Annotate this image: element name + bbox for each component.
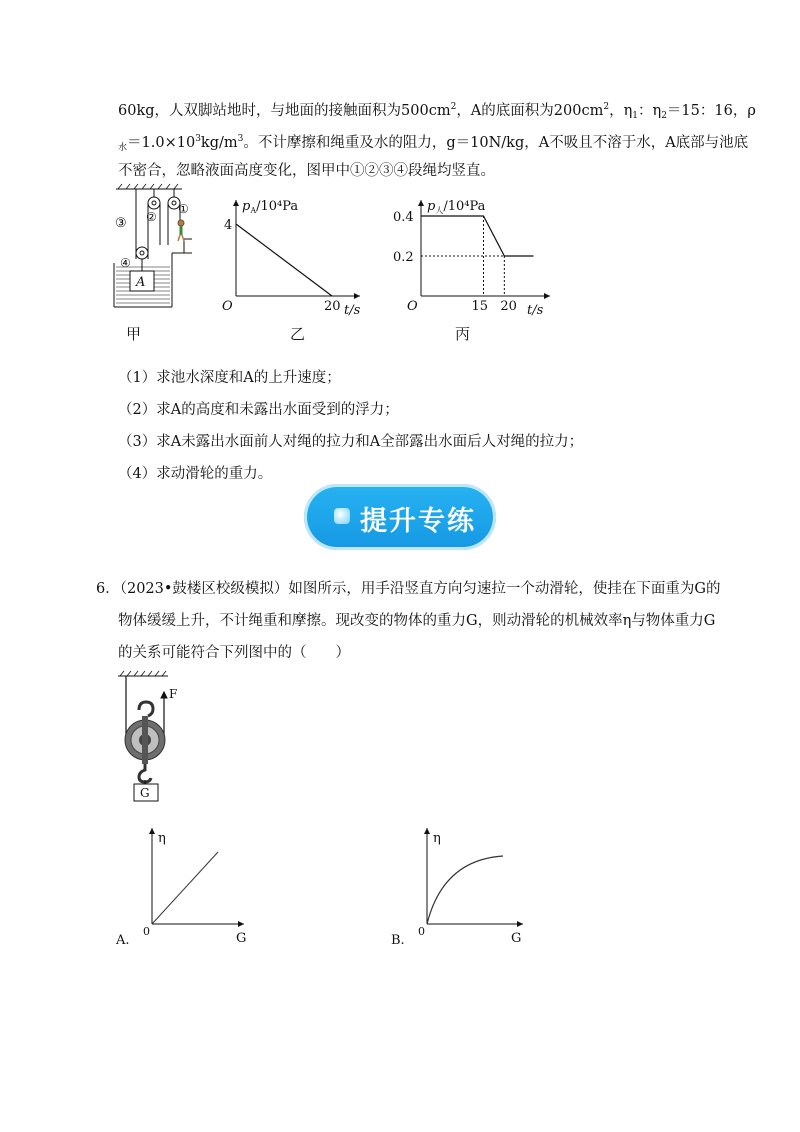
- problem6-line3: 的关系可能符合下列图中的（ ）: [118, 645, 350, 661]
- x-axis-label: G: [511, 931, 522, 946]
- text-seg: ，η: [609, 103, 633, 119]
- x-tick-label: 15: [471, 299, 489, 314]
- label-rope-2: ②: [146, 210, 157, 224]
- x-axis-label: G: [236, 931, 247, 946]
- superscript: 3: [195, 134, 201, 144]
- weight-label: G: [140, 786, 150, 800]
- label-rope-4: ④: [120, 256, 131, 270]
- text-seg: ＝15：16，ρ: [666, 103, 756, 119]
- improvement-practice-banner: [304, 484, 496, 550]
- label-rope-3: ③: [115, 216, 127, 231]
- x-tick-label: 20: [324, 299, 341, 314]
- subscript: 水: [118, 143, 128, 153]
- superscript: 2: [603, 102, 610, 112]
- text-seg: kg/m: [200, 135, 238, 151]
- problem6-line1: 6．（2023•鼓楼区校级模拟）如图所示，用手沿竖直方向匀速拉一个动滑轮，使挂在下面重为G的: [96, 581, 721, 597]
- text-seg: 。不计摩擦和绳重及水的阻力，g＝10N/kg，A不吸且不溶于水，A底部与池底: [243, 135, 749, 151]
- subscript: 1: [632, 111, 638, 121]
- origin-label: 0: [143, 925, 150, 938]
- problem5-line2: [118, 129, 748, 158]
- text-seg: ＝1.0×10: [127, 135, 196, 151]
- subscript: 2: [661, 111, 667, 121]
- y-axis-label: η: [433, 831, 441, 846]
- y-tick-label: 4: [224, 218, 233, 233]
- superscript: 2: [450, 102, 457, 112]
- efficiency-line: [152, 852, 218, 924]
- person-pressure-series-line: [421, 216, 534, 256]
- option-b-chart: [385, 820, 530, 950]
- y-tick-label: 0.2: [393, 250, 414, 265]
- question-4: （4）求动滑轮的重力。: [118, 466, 273, 482]
- x-axis-label: t/s: [527, 303, 544, 318]
- option-b-label: B.: [391, 933, 405, 948]
- figure-label-bing: 丙: [455, 325, 471, 343]
- label-block-a: A: [136, 275, 146, 290]
- origin-label: O: [407, 299, 418, 314]
- figure-jia-pulley-system: [110, 183, 195, 313]
- cube-icon: [334, 508, 350, 524]
- efficiency-curve: [427, 856, 503, 924]
- problem5-line3: 不密合，忽略液面高度变化，图甲中①②③④段绳均竖直。: [118, 163, 495, 179]
- option-a-chart: [110, 820, 250, 950]
- figure-label-yi: 乙: [290, 325, 306, 343]
- x-axis-label: t/s: [344, 303, 361, 318]
- x-tick-label: 20: [500, 299, 517, 314]
- y-axis-label: η: [158, 831, 166, 846]
- banner-text: 提升专练: [360, 506, 476, 537]
- question-3: （3）求A未露出水面前人对绳的拉力和A全部露出水面后人对绳的拉力；: [118, 434, 584, 450]
- origin-label: O: [222, 299, 233, 314]
- option-a-label: A.: [116, 933, 130, 948]
- origin-label: 0: [418, 925, 425, 938]
- text-seg: 60kg，人双脚站地时，与地面的接触面积为500cm: [118, 103, 451, 119]
- y-axis-label: $p_A/10^4Pa$: [242, 199, 299, 215]
- chart-bing: [385, 188, 560, 318]
- y-axis-label: $p_人/10^4Pa$: [427, 199, 486, 215]
- question-2: （2）求A的高度和未露出水面受到的浮力；: [118, 402, 399, 418]
- text-seg: ，A的底面积为200cm: [456, 103, 604, 119]
- text-seg: ：η: [638, 103, 662, 119]
- figure-movable-pulley: [112, 668, 192, 803]
- label-rope-1: ①: [178, 202, 189, 216]
- superscript: 3: [237, 134, 244, 144]
- question-1: （1）求池水深度和A的上升速度；: [118, 370, 341, 386]
- force-label: F: [169, 687, 178, 701]
- problem5-line1: [118, 97, 756, 126]
- chart-yi: [210, 188, 370, 318]
- problem6-line2: 物体缓缓上升，不计绳重和摩擦。现改变的物体的重力G，则动滑轮的机械效率η与物体重力G: [118, 613, 716, 629]
- figure-label-jia: 甲: [126, 325, 142, 343]
- y-tick-label: 0.4: [393, 210, 414, 225]
- pressure-series-line: [236, 224, 332, 296]
